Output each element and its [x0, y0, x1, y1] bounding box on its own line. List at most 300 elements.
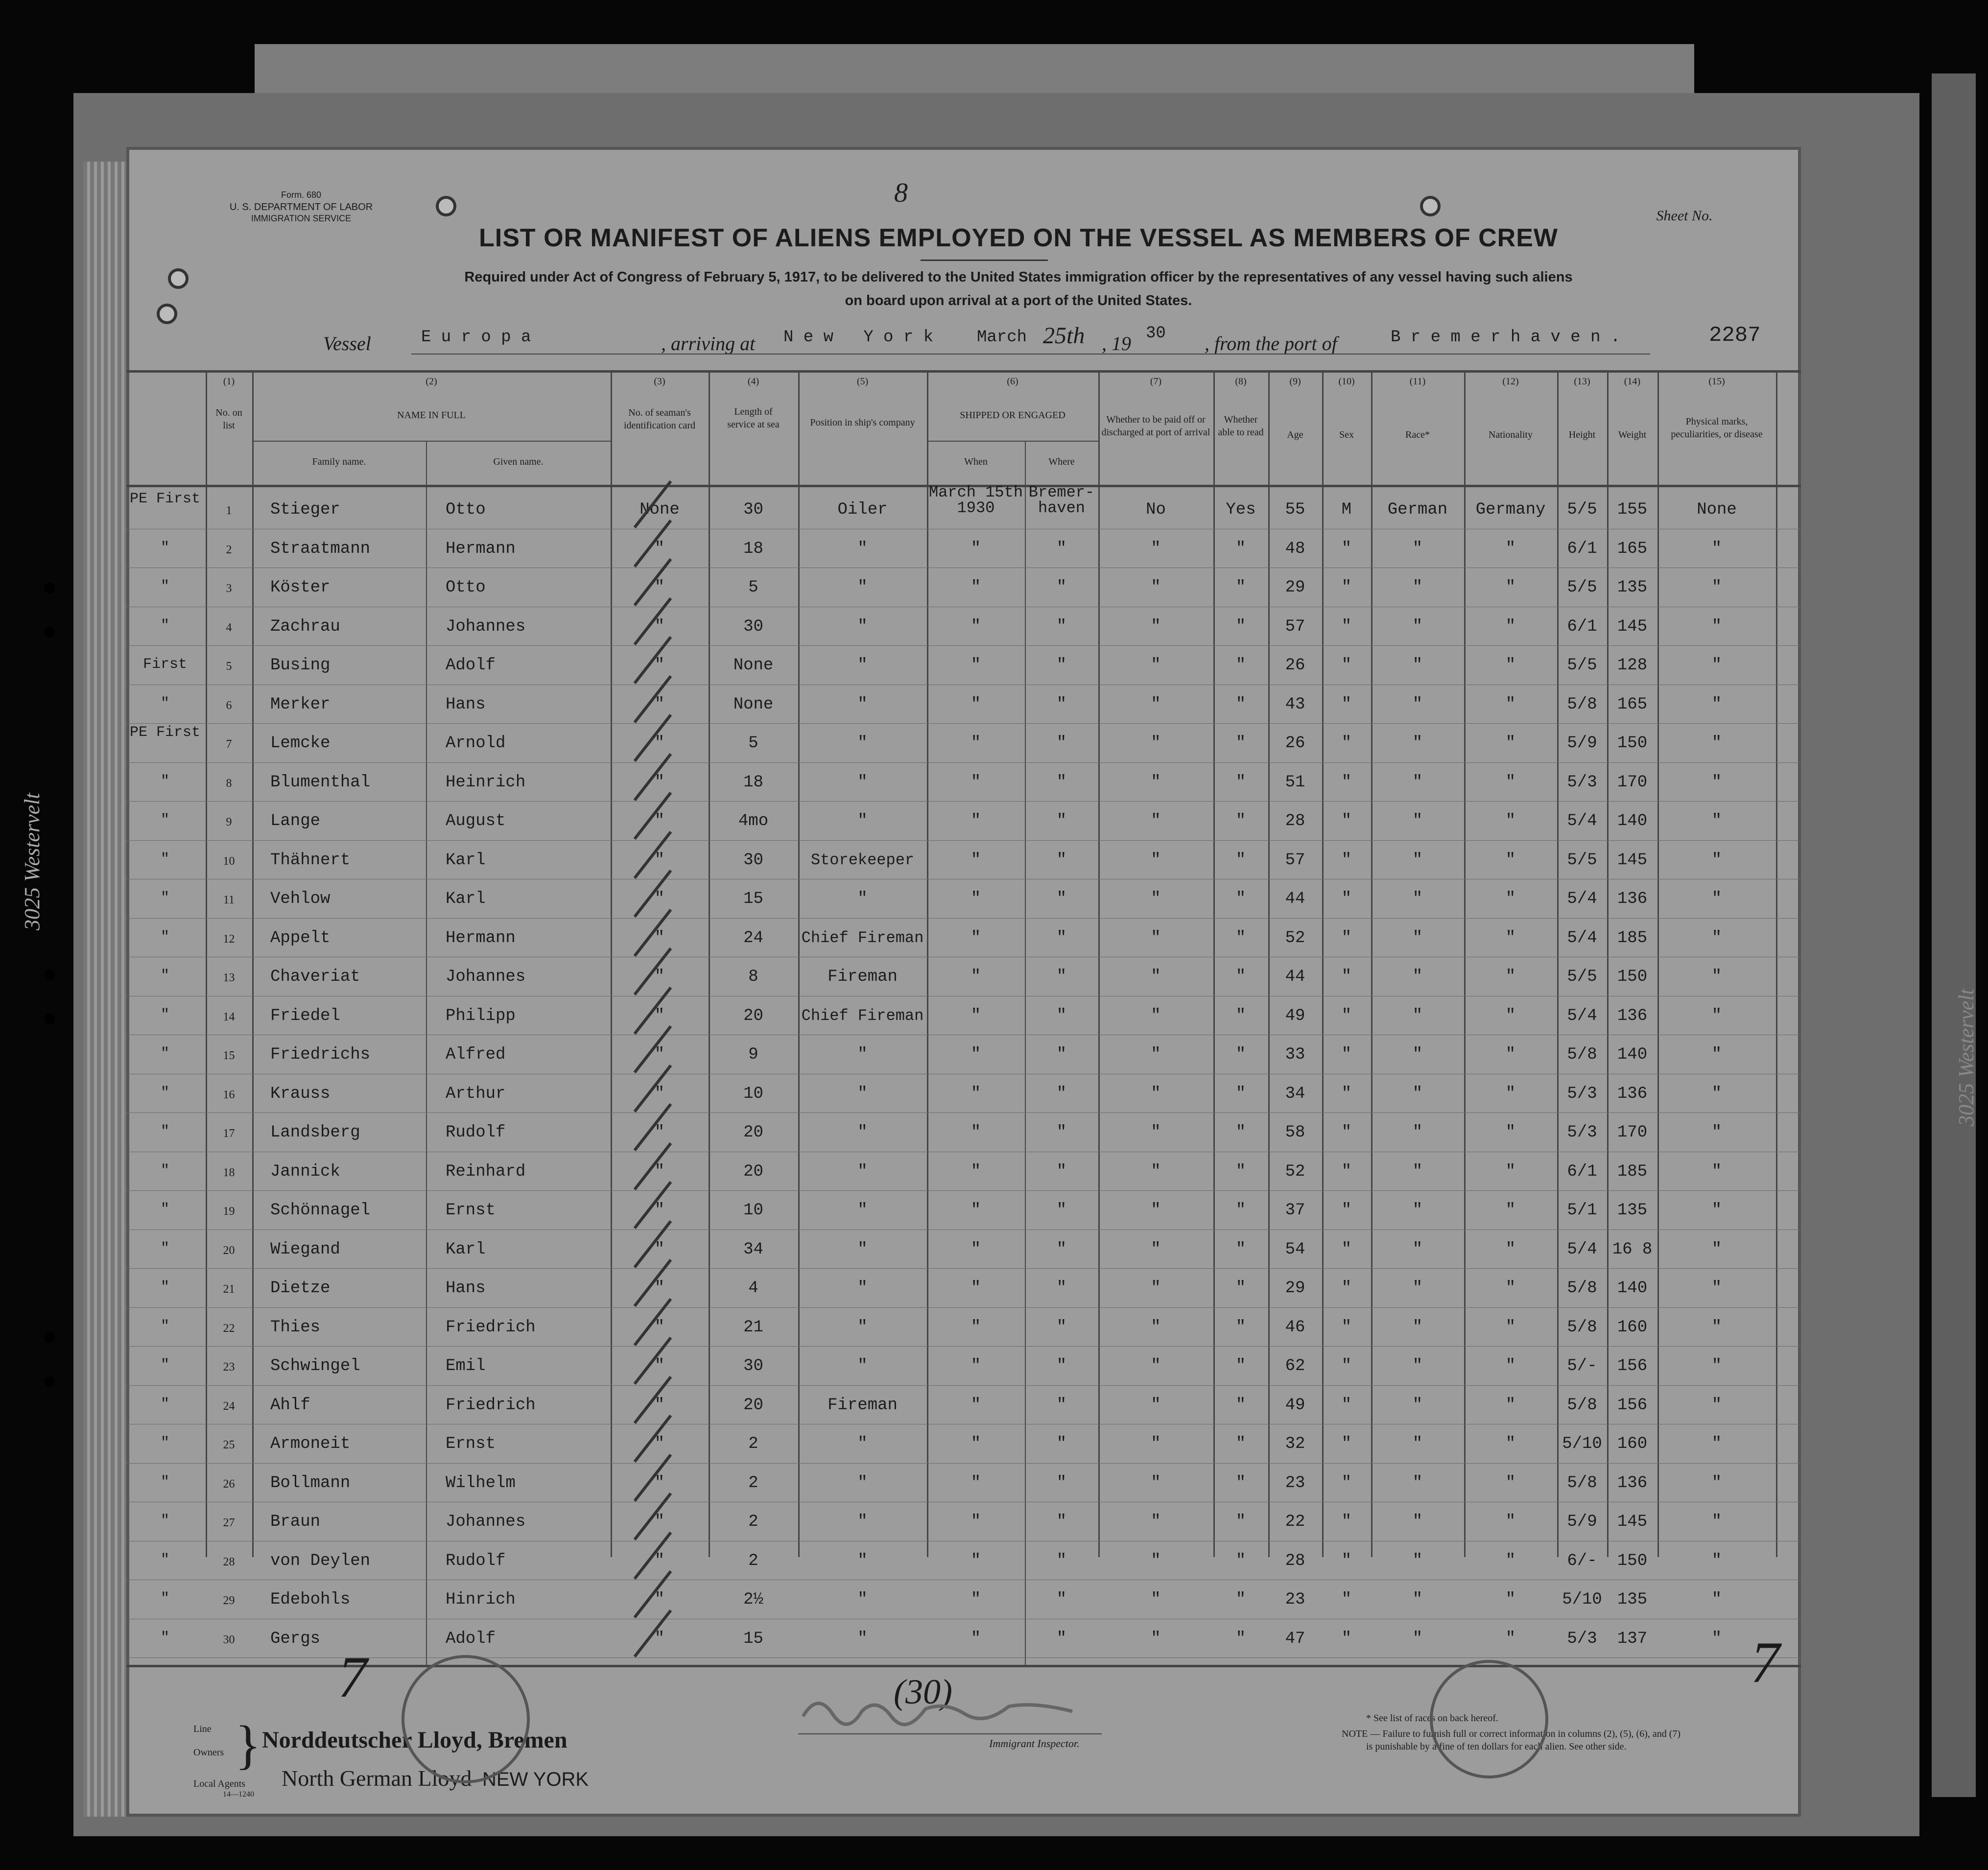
- cell-card: ": [654, 1473, 665, 1492]
- cell-marks: ": [1711, 1590, 1722, 1609]
- cell-height: 5/8: [1567, 1045, 1597, 1064]
- cell-service: 2: [748, 1513, 758, 1531]
- cell-weight: 165: [1617, 695, 1648, 714]
- cell-race: ": [1412, 1240, 1423, 1259]
- cell-card: ": [654, 890, 665, 908]
- cell-family: Friedel: [270, 1006, 340, 1025]
- cell-when: ": [970, 1590, 981, 1609]
- cell-sex: ": [1341, 1551, 1352, 1570]
- cell-race: ": [1412, 1123, 1423, 1142]
- cell-service: 15: [743, 890, 763, 908]
- cell-nat: ": [1505, 1629, 1516, 1648]
- cell-height: 5/5: [1567, 968, 1597, 986]
- cell-race: German: [1387, 500, 1448, 519]
- cell-paid: ": [1151, 695, 1161, 714]
- arrival-day: 25th: [1043, 323, 1085, 349]
- cell-age: 49: [1285, 1396, 1305, 1415]
- cell-card: ": [654, 1006, 665, 1025]
- cell-paid: ": [1151, 617, 1161, 636]
- cell-race: ": [1412, 1201, 1423, 1220]
- cell-marks: ": [1711, 851, 1722, 870]
- cell-no: 9: [226, 816, 232, 828]
- cell-where: ": [1056, 1123, 1067, 1142]
- cell-card: ": [654, 1123, 665, 1142]
- col-head-paid-off: Whether to be paid off or discharged at port of arrival: [1101, 414, 1210, 438]
- cell-where: ": [1056, 734, 1067, 753]
- cell-age: 34: [1285, 1084, 1305, 1103]
- cell-height: 5/8: [1567, 1396, 1597, 1415]
- cell-read: ": [1235, 890, 1246, 908]
- cell-given: Ernst: [446, 1435, 496, 1453]
- cell-read: ": [1235, 1629, 1246, 1648]
- cell-family: Busing: [270, 656, 331, 675]
- cell-nat: ": [1505, 1240, 1516, 1259]
- cell-marks: ": [1711, 890, 1722, 908]
- cell-position: ": [857, 695, 868, 714]
- vessel-underline: [411, 354, 1650, 355]
- cell-sex: ": [1341, 695, 1352, 714]
- cell-sex: ": [1341, 1473, 1352, 1492]
- cell-family: Köster: [270, 578, 331, 597]
- list-number: 2287: [1709, 323, 1761, 348]
- cell-family: Edebohls: [270, 1590, 351, 1609]
- cell-card: ": [654, 1318, 665, 1337]
- cell-sex: ": [1341, 1045, 1352, 1064]
- cell-position: ": [857, 1123, 868, 1142]
- cell-given: Rudolf: [446, 1123, 506, 1142]
- cell-where: ": [1056, 656, 1067, 675]
- cell-sex: ": [1341, 539, 1352, 558]
- cell-service: 18: [743, 773, 763, 792]
- cell-marks: ": [1711, 812, 1722, 830]
- arrival-port: N e w Y o r k: [783, 328, 934, 347]
- cell-height: 5/3: [1567, 1084, 1597, 1103]
- cell-family: Dietze: [270, 1279, 331, 1298]
- cell-service: 30: [743, 617, 763, 636]
- cell-height: 6/-: [1567, 1551, 1597, 1570]
- col-head-marks: Physical marks, peculiarities, or disease: [1671, 416, 1763, 440]
- cell-given: Wilhelm: [446, 1473, 516, 1492]
- cell-weight: 135: [1617, 1590, 1648, 1609]
- cell-where: ": [1056, 1435, 1067, 1453]
- cell-height: 5/10: [1562, 1435, 1602, 1453]
- cell-card: ": [654, 1551, 665, 1570]
- cell-given: Friedrich: [446, 1396, 536, 1415]
- cell-race: ": [1412, 773, 1423, 792]
- cell-read: ": [1235, 617, 1246, 636]
- cell-service: 2½: [743, 1590, 763, 1609]
- binder-hole: [44, 970, 55, 980]
- service: IMMIGRATION SERVICE: [251, 213, 352, 223]
- cell-position: ": [857, 617, 868, 636]
- cell-read: ": [1235, 1045, 1246, 1064]
- cell-sex: ": [1341, 1162, 1352, 1181]
- row-prefix: ": [160, 617, 169, 634]
- row-prefix: ": [160, 968, 169, 984]
- cell-nat: ": [1505, 695, 1516, 714]
- cell-marks: ": [1711, 1279, 1722, 1298]
- cell-read: ": [1235, 812, 1246, 830]
- cell-service: 15: [743, 1629, 763, 1648]
- cell-nat: ": [1505, 928, 1516, 947]
- cell-sex: ": [1341, 890, 1352, 908]
- cell-card: ": [654, 928, 665, 947]
- col-num-1: (1): [223, 376, 235, 387]
- cell-service: None: [733, 656, 774, 675]
- cell-age: 48: [1285, 539, 1305, 558]
- cell-service: 21: [743, 1318, 763, 1337]
- cell-when: ": [970, 1123, 981, 1142]
- cell-age: 32: [1285, 1435, 1305, 1453]
- cell-race: ": [1412, 1551, 1423, 1570]
- cell-height: 5/3: [1567, 1123, 1597, 1142]
- row-rule: [126, 801, 1801, 802]
- cell-family: Zachrau: [270, 617, 340, 636]
- cell-when: ": [970, 1357, 981, 1375]
- cell-where: ": [1056, 890, 1067, 908]
- cell-height: 5/5: [1567, 578, 1597, 597]
- cell-when: ": [970, 656, 981, 675]
- cell-read: ": [1235, 539, 1246, 558]
- cell-when: ": [970, 851, 981, 870]
- cell-service: 10: [743, 1201, 763, 1220]
- penalty-note-1: NOTE — Failure to furnish full or correct information in columns (2), (5), (6), and (7): [1342, 1728, 1681, 1739]
- cell-when: ": [970, 890, 981, 908]
- cell-marks: ": [1711, 1162, 1722, 1181]
- cell-position: ": [857, 812, 868, 830]
- cell-paid: ": [1151, 1084, 1161, 1103]
- cell-height: 5/5: [1567, 851, 1597, 870]
- cell-family: Schwingel: [270, 1357, 360, 1375]
- binder-hole: [44, 1376, 55, 1387]
- cell-service: 34: [743, 1240, 763, 1259]
- cell-read: ": [1235, 1162, 1246, 1181]
- cell-weight: 135: [1617, 1201, 1648, 1220]
- cell-card: ": [654, 1162, 665, 1181]
- cell-when: ": [970, 617, 981, 636]
- col-rule: [1776, 372, 1777, 1557]
- cell-paid: ": [1151, 1162, 1161, 1181]
- row-rule: [126, 1268, 1801, 1269]
- cell-where: ": [1056, 812, 1067, 830]
- cell-nat: ": [1505, 734, 1516, 753]
- cell-weight: 160: [1617, 1318, 1648, 1337]
- cell-marks: ": [1711, 773, 1722, 792]
- cell-race: ": [1412, 1357, 1423, 1375]
- cell-paid: ": [1151, 1357, 1161, 1375]
- cell-race: ": [1412, 1006, 1423, 1025]
- cell-family: Lemcke: [270, 734, 331, 753]
- cell-when: ": [970, 695, 981, 714]
- cell-sex: M: [1341, 500, 1352, 519]
- cell-family: Bollmann: [270, 1473, 351, 1492]
- top-mark: 8: [894, 178, 908, 208]
- cell-where: ": [1056, 1084, 1067, 1103]
- cell-where: ": [1056, 539, 1067, 558]
- cell-family: Stieger: [270, 500, 340, 519]
- col-head-sex: Sex: [1339, 429, 1354, 440]
- cell-read: ": [1235, 1123, 1246, 1142]
- col-head-age: Age: [1287, 429, 1303, 440]
- cell-paid: ": [1151, 812, 1161, 830]
- col-head-name: NAME IN FULL: [397, 410, 466, 421]
- cell-paid: ": [1151, 656, 1161, 675]
- cell-race: ": [1412, 812, 1423, 830]
- cell-nat: ": [1505, 812, 1516, 830]
- cell-card: ": [654, 1629, 665, 1648]
- cell-no: 27: [223, 1516, 235, 1529]
- cell-nat: ": [1505, 1006, 1516, 1025]
- race-note: * See list of races on back hereof.: [1366, 1713, 1498, 1724]
- col-head-weight: Weight: [1618, 429, 1647, 440]
- cell-height: 5/4: [1567, 890, 1597, 908]
- col-num-3: (3): [654, 376, 665, 387]
- cell-when: ": [970, 1084, 981, 1103]
- cell-read: ": [1235, 1473, 1246, 1492]
- cell-nat: ": [1505, 1551, 1516, 1570]
- cell-family: Appelt: [270, 928, 331, 947]
- cell-card: ": [654, 1201, 665, 1220]
- cell-service: 5: [748, 734, 758, 753]
- table-top-rule: [126, 370, 1801, 373]
- cell-when: ": [970, 1318, 981, 1337]
- cell-read: ": [1235, 734, 1246, 753]
- cell-marks: ": [1711, 539, 1722, 558]
- cell-sex: ": [1341, 1006, 1352, 1025]
- cell-nat: ": [1505, 1396, 1516, 1415]
- cell-where: ": [1056, 928, 1067, 947]
- cell-card: ": [654, 812, 665, 830]
- cell-position: ": [857, 1590, 868, 1609]
- cell-where: ": [1056, 1318, 1067, 1337]
- cell-given: Otto: [446, 500, 486, 519]
- cell-no: 21: [223, 1283, 235, 1296]
- cell-when: ": [970, 1240, 981, 1259]
- cell-race: ": [1412, 1318, 1423, 1337]
- cell-when: ": [970, 1396, 981, 1415]
- cell-sex: ": [1341, 1513, 1352, 1531]
- cell-no: 18: [223, 1166, 235, 1179]
- name-subrule: [252, 441, 611, 442]
- cell-family: Gergs: [270, 1629, 321, 1648]
- cell-given: Johannes: [446, 968, 526, 986]
- col-num-13: (13): [1574, 376, 1590, 387]
- cell-sex: ": [1341, 1123, 1352, 1142]
- cell-where: ": [1056, 1396, 1067, 1415]
- cell-nat: ": [1505, 1084, 1516, 1103]
- cell-service: 20: [743, 1123, 763, 1142]
- cell-nat: ": [1505, 1513, 1516, 1531]
- cell-sex: ": [1341, 773, 1352, 792]
- cell-marks: ": [1711, 1629, 1722, 1648]
- cell-paid: ": [1151, 578, 1161, 597]
- cell-weight: 136: [1617, 890, 1648, 908]
- cell-height: 5/-: [1567, 1357, 1597, 1375]
- cell-sex: ": [1341, 1590, 1352, 1609]
- cell-no: 2: [226, 543, 232, 556]
- cell-family: Schönnagel: [270, 1201, 371, 1220]
- cell-age: 55: [1285, 500, 1305, 519]
- row-prefix: ": [160, 851, 169, 868]
- cell-read: ": [1235, 1279, 1246, 1298]
- cell-marks: ": [1711, 1513, 1722, 1531]
- cell-given: Friedrich: [446, 1318, 536, 1337]
- cell-nat: ": [1505, 1123, 1516, 1142]
- col-num-15: (15): [1708, 376, 1725, 387]
- cell-sex: ": [1341, 851, 1352, 870]
- cell-weight: 150: [1617, 968, 1648, 986]
- cell-marks: ": [1711, 1006, 1722, 1025]
- cell-nat: ": [1505, 890, 1516, 908]
- cell-age: 52: [1285, 1162, 1305, 1181]
- cell-read: ": [1235, 1435, 1246, 1453]
- cell-marks: ": [1711, 1551, 1722, 1570]
- cell-paid: ": [1151, 1123, 1161, 1142]
- col-head-nationality: Nationality: [1489, 429, 1533, 440]
- cell-nat: ": [1505, 851, 1516, 870]
- cell-age: 29: [1285, 1279, 1305, 1298]
- cell-position: ": [857, 1629, 868, 1648]
- cell-read: ": [1235, 968, 1246, 986]
- agents-value: North German Lloyd: [282, 1766, 472, 1791]
- cell-card: ": [654, 734, 665, 753]
- cell-when: ": [970, 812, 981, 830]
- cell-where: ": [1056, 1357, 1067, 1375]
- cell-given: Alfred: [446, 1045, 506, 1064]
- cell-where: Bremer- haven: [1028, 483, 1095, 517]
- cell-nat: ": [1505, 1318, 1516, 1337]
- cell-where: ": [1056, 1590, 1067, 1609]
- row-rule: [126, 723, 1801, 724]
- col-head-given: Given name.: [493, 456, 544, 467]
- cell-service: 10: [743, 1084, 763, 1103]
- col-num-12: (12): [1502, 376, 1519, 387]
- handwritten-mark-right: 7: [1751, 1630, 1780, 1695]
- cell-nat: ": [1505, 1357, 1516, 1375]
- cell-family: Lange: [270, 812, 321, 830]
- row-rule: [126, 1346, 1801, 1347]
- cell-family: Armoneit: [270, 1435, 351, 1453]
- cell-given: Hans: [446, 1279, 486, 1298]
- cell-age: 29: [1285, 578, 1305, 597]
- cell-given: Johannes: [446, 617, 526, 636]
- row-prefix: ": [160, 1201, 169, 1218]
- cell-read: ": [1235, 656, 1246, 675]
- department: U. S. DEPARTMENT OF LABOR: [229, 202, 373, 213]
- subtitle-line-2: on board upon arrival at a port of the United States.: [845, 293, 1192, 308]
- cell-race: ": [1412, 890, 1423, 908]
- cell-card: ": [654, 1045, 665, 1064]
- title-rule: [921, 260, 1048, 261]
- cell-paid: ": [1151, 1590, 1161, 1609]
- cell-age: 62: [1285, 1357, 1305, 1375]
- cell-weight: 140: [1617, 812, 1648, 830]
- cell-height: 5/8: [1567, 1473, 1597, 1492]
- row-prefix: ": [160, 1357, 169, 1373]
- cell-card: ": [654, 1396, 665, 1415]
- cell-paid: ": [1151, 890, 1161, 908]
- cell-no: 6: [226, 699, 232, 712]
- cell-where: ": [1056, 1551, 1067, 1570]
- cell-nat: ": [1505, 656, 1516, 675]
- cell-paid: ": [1151, 1279, 1161, 1298]
- cell-where: ": [1056, 1162, 1067, 1181]
- cell-sex: ": [1341, 1084, 1352, 1103]
- cell-sex: ": [1341, 1279, 1352, 1298]
- cell-no: 14: [223, 1010, 235, 1023]
- cell-sex: ": [1341, 656, 1352, 675]
- cell-nat: ": [1505, 539, 1516, 558]
- row-rule: [126, 1463, 1801, 1464]
- cell-when: ": [970, 1435, 981, 1453]
- cell-position: ": [857, 1201, 868, 1220]
- row-prefix: ": [160, 1123, 169, 1140]
- cell-weight: 185: [1617, 1162, 1648, 1181]
- cell-when: ": [970, 539, 981, 558]
- cell-position: ": [857, 578, 868, 597]
- cell-position: ": [857, 1551, 868, 1570]
- row-rule: [126, 840, 1801, 841]
- row-prefix: ": [160, 1551, 169, 1568]
- col-num-4: (4): [747, 376, 759, 387]
- cell-sex: ": [1341, 617, 1352, 636]
- cell-marks: None: [1697, 500, 1737, 519]
- cell-race: ": [1412, 851, 1423, 870]
- cell-card: ": [654, 773, 665, 792]
- cell-given: Hermann: [446, 928, 516, 947]
- cell-read: ": [1235, 1201, 1246, 1220]
- cell-weight: 160: [1617, 1435, 1648, 1453]
- cell-position: ": [857, 1240, 868, 1259]
- cell-service: 30: [743, 851, 763, 870]
- cell-when: ": [970, 1201, 981, 1220]
- col-head-where: Where: [1048, 456, 1075, 467]
- cell-service: 5: [748, 578, 758, 597]
- cell-read: Yes: [1226, 500, 1256, 519]
- cell-given: Hans: [446, 695, 486, 714]
- cell-given: Otto: [446, 578, 486, 597]
- cell-read: ": [1235, 1240, 1246, 1259]
- cell-age: 23: [1285, 1590, 1305, 1609]
- cell-height: 6/1: [1567, 1162, 1597, 1181]
- cell-where: ": [1056, 1201, 1067, 1220]
- cell-paid: ": [1151, 1396, 1161, 1415]
- cell-read: ": [1235, 1006, 1246, 1025]
- col-head-read: Whether able to read: [1218, 414, 1264, 438]
- cell-no: 10: [223, 854, 235, 868]
- cell-no: 22: [223, 1322, 235, 1335]
- cell-position: ": [857, 1279, 868, 1298]
- cell-read: ": [1235, 1590, 1246, 1609]
- row-prefix: ": [160, 1435, 169, 1451]
- cell-no: 29: [223, 1594, 235, 1607]
- vessel-name: E u r o p a: [421, 328, 531, 347]
- cell-height: 5/4: [1567, 812, 1597, 830]
- cell-race: ": [1412, 656, 1423, 675]
- col-head-height: Height: [1568, 429, 1596, 440]
- cell-where: ": [1056, 1629, 1067, 1648]
- cell-height: 5/4: [1567, 928, 1597, 947]
- cell-weight: 135: [1617, 578, 1648, 597]
- binder-hole: [44, 1014, 55, 1024]
- cell-paid: ": [1151, 1006, 1161, 1025]
- cell-age: 44: [1285, 890, 1305, 908]
- cell-read: ": [1235, 1551, 1246, 1570]
- cell-family: Merker: [270, 695, 331, 714]
- cell-when: ": [970, 1551, 981, 1570]
- cell-height: 5/4: [1567, 1006, 1597, 1025]
- cell-age: 22: [1285, 1513, 1305, 1531]
